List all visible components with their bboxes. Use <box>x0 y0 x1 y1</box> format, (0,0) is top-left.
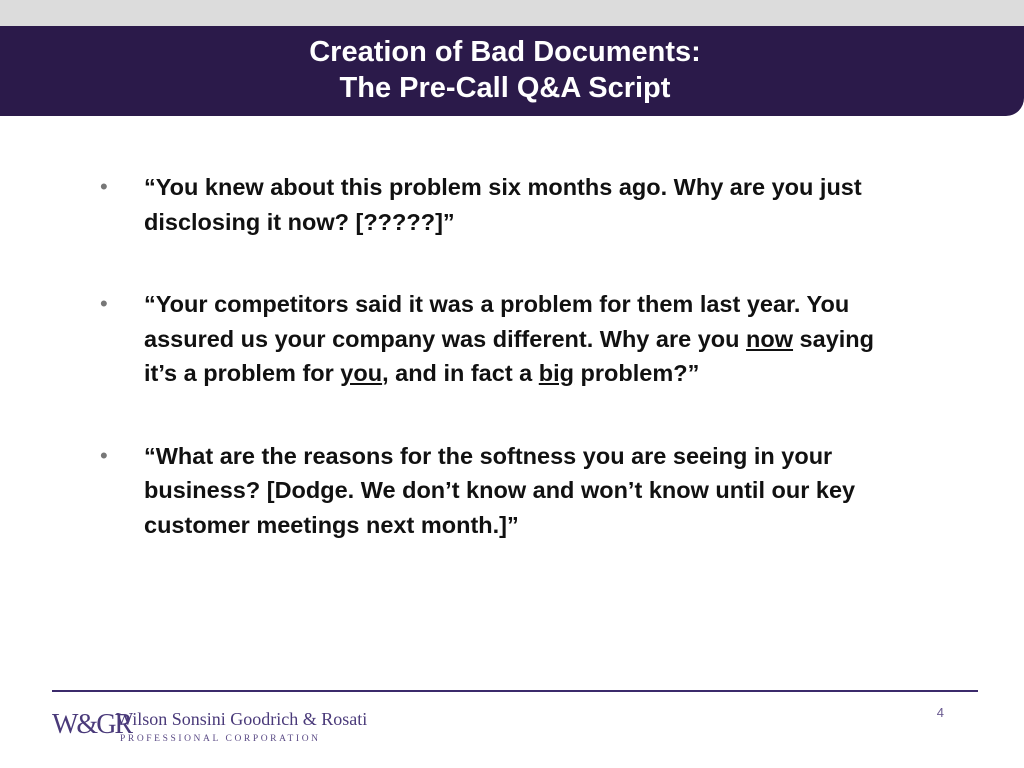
emphasis-you: you <box>340 360 383 386</box>
page-number: 4 <box>936 705 944 720</box>
bullet-text-3: “What are the reasons for the softness you are seeing in your business? [Dodge. We don’t know and won’t know until our key customer meetings next month.]” <box>144 442 856 538</box>
emphasis-big: big <box>538 360 575 386</box>
slide-title-line-2: The Pre-Call Q&A Script <box>339 72 671 104</box>
bullet-marker: • <box>100 174 108 199</box>
bullet-text-2-part-2: saying it’s a problem for <box>144 325 875 386</box>
bullet-text-2-part-1: “Your competitors said it was a problem for them last year. You assured us your company was different. Why are you <box>144 291 850 352</box>
bullet-text-1: “You knew about this problem six months ago. Why are you just disclosing it now? [?????]” <box>144 174 862 235</box>
firm-name: Wilson Sonsini Goodrich & Rosati <box>116 709 368 729</box>
title-band-edge <box>0 112 54 116</box>
emphasis-now: now <box>746 325 794 352</box>
firm-logo-mark: W&GR <box>52 709 132 740</box>
bullet-item-3 <box>100 439 890 543</box>
bullet-item-2 <box>100 287 890 391</box>
bullet-text-2-part-3: , and in fact a <box>382 360 539 386</box>
bullet-marker: • <box>100 442 108 468</box>
slide-title <box>0 34 1010 106</box>
top-strip <box>0 0 1024 26</box>
bullet-list <box>100 170 890 590</box>
bullet-text-2-part-4: problem?” <box>574 360 700 386</box>
bullet-marker: • <box>100 291 108 316</box>
firm-subtitle: PROFESSIONAL CORPORATION <box>120 734 321 744</box>
firm-logo <box>52 705 382 747</box>
slide-title-line-1: Creation of Bad Documents: <box>309 36 701 68</box>
footer-divider <box>52 690 978 692</box>
bullet-item-1 <box>100 170 890 239</box>
